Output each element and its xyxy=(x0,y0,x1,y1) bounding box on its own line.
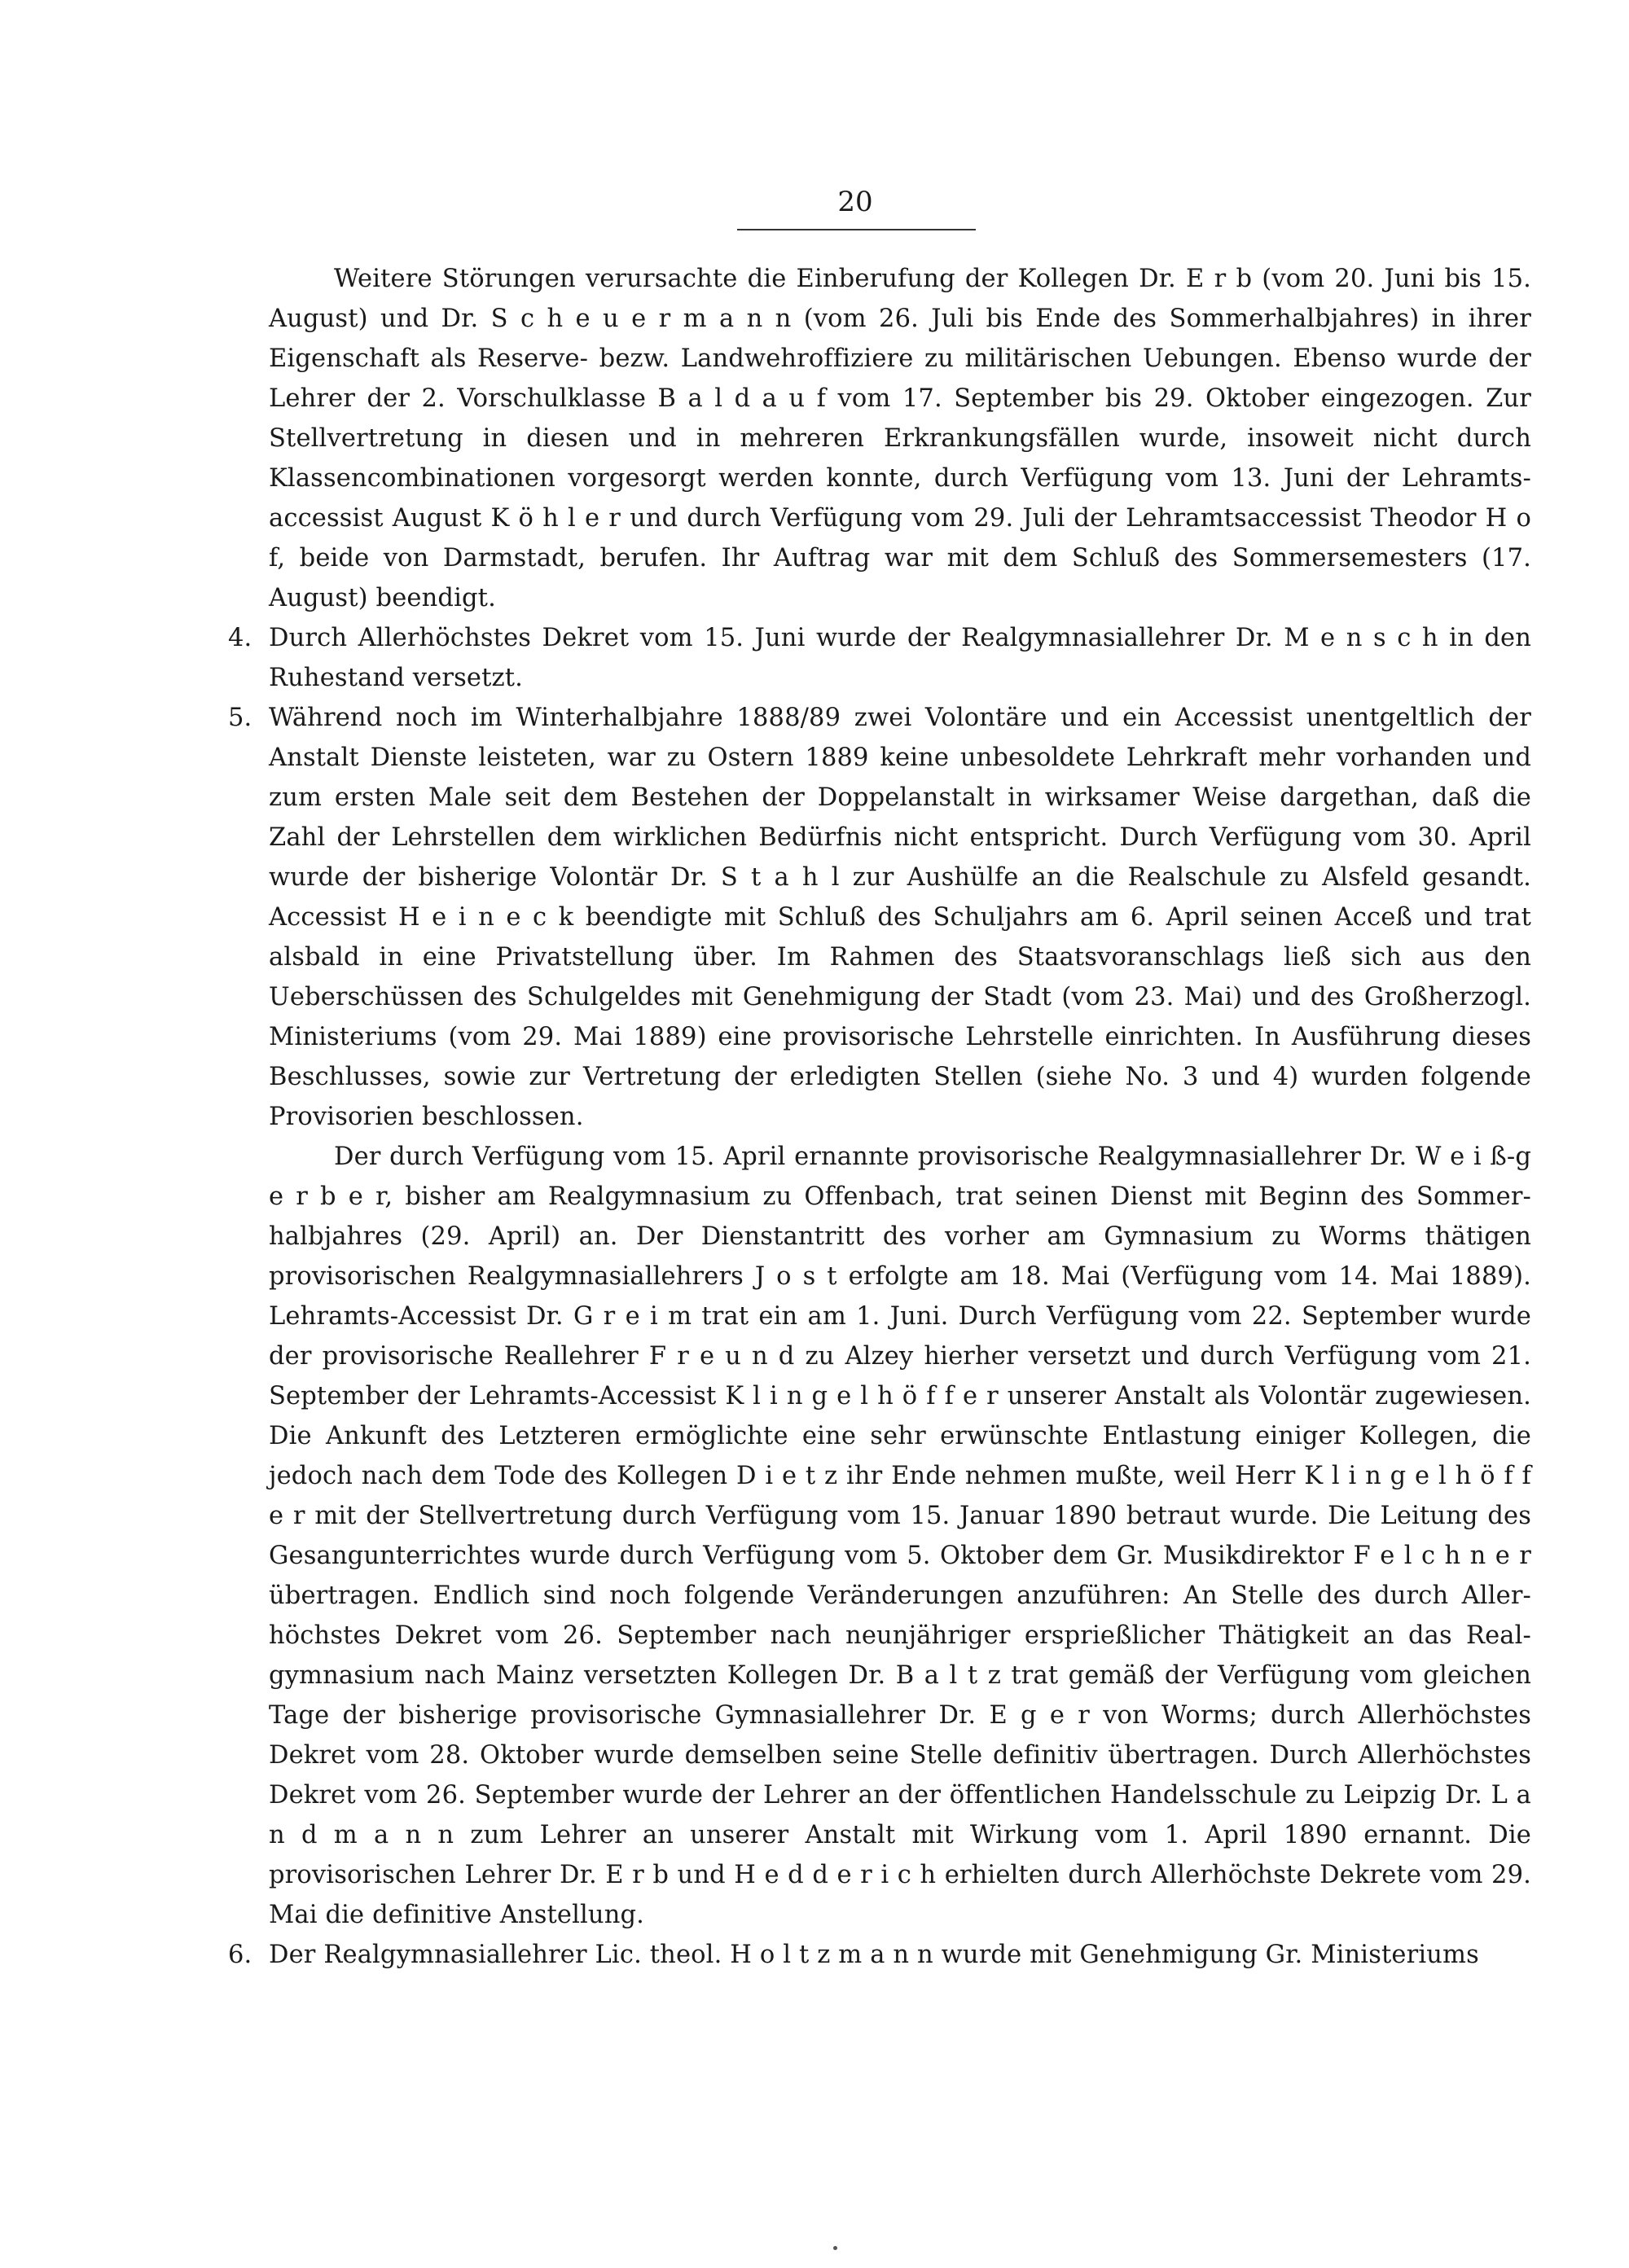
list-item-4 xyxy=(228,618,1531,698)
item-text: Durch Allerhöchstes Dekret vom 15. Juni wurde der Realgymnasiallehrer Dr. M e n s c h in den Ruhestand versetzt. xyxy=(269,624,1531,692)
item-text: Während noch im Winterhalbjahre 1888/89 zwei Volontäre und ein Accessist unentgeltlich der Anstalt Dienste leisteten, war zu Ostern 1889 keine unbesoldete Lehrkraft mehr vorhanden und zum ersten Male seit dem Bestehen der Doppelanstalt in wirksamer Weise dargethan, daß die Zahl der Lehrstellen dem wirklichen Bedürfnis nicht entspricht. Durch Verfügung vom 30. April wurde der bisherige Volontär Dr. S t a h l zur Aushülfe an die Realschule zu Alsfeld gesandt. Accessist H e i n e c k beendigte mit Schluß des Schuljahrs am 6. April seinen Accеß und trat alsbald in eine Privatstellung über. Im Rahmen des Staatsvoranschlags ließ sich aus den Ueberschüssen des Schulgeldes mit Genehmigung der Stadt (vom 23. Mai) und des Großherzogl. Ministeriums (vom 29. Mai 1889) eine provisorische Lehrstelle einrichten. In Ausführung dieses Beschlusses, sowie zur Vertretung der erledigten Stellen (siehe No. 3 und 4) wurden folgende Provisorien beschlossen. xyxy=(269,704,1531,1131)
page-number: 20 xyxy=(837,186,873,218)
body-text xyxy=(228,259,1531,1975)
header-rule xyxy=(737,229,976,230)
list-item-6 xyxy=(228,1935,1531,1975)
item-number: 4. xyxy=(228,624,252,652)
paragraph-continuation: Weitere Störungen verursachte die Einberufung der Kollegen Dr. E r b (vom 20. Juni bis 15. August) und Dr. S c h e u e r m a n n (vom 26. Juli bis Ende des Sommerhalbjahres) in ihrer Eigenschaft als Reserve- bezw. Landwehroffiziere zu militärischen Uebungen. Ebenso wurde der Lehrer der 2. Vorschulklasse B a l d a u f vom 17. September bis 29. Oktober eingezogen. Zur Stellvertretung in diesen und in mehreren Erkrankungsfällen wurde, insoweit nicht durch Klassencombinationen vorgesorgt werden konnte, durch Verfügung vom 13. Juni der Lehramts-accessist August K ö h l e r und durch Verfügung vom 29. Juli der Lehramtsaccessist Theodor H o f, beide von Darmstadt, berufen. Ihr Auftrag war mit dem Schluß des Sommersemesters (17. August) beendigt. xyxy=(269,265,1531,612)
item-text: Der Realgymnasiallehrer Lic. theol. H o l t z m a n n wurde mit Genehmigung Gr. Ministeriums xyxy=(269,1941,1479,1969)
item-text-continuation: Der durch Verfügung vom 15. April ernannte provisorische Realgymnasiallehrer Dr. W e i ß-g e r b e r, bisher am Realgymnasium zu Offenbach, trat seinen Dienst mit Beginn des Sommer-halbjahres (29. April) an. Der Dienstantritt des vorher am Gymnasium zu Worms thätigen provisorischen Realgymnasiallehrers J o s t erfolgte am 18. Mai (Verfügung vom 14. Mai 1889). Lehramts-Accessist Dr. G r e i m trat ein am 1. Juni. Durch Verfügung vom 22. September wurde der provisorische Reallehrer F r e u n d zu Alzey hierher versetzt und durch Verfügung vom 21. September der Lehramts-Accessist K l i n g e l h ö f f e r unserer Anstalt als Volontär zugewiesen. Die Ankunft des Letzteren ermöglichte eine sehr erwünschte Entlastung einiger Kollegen, die jedoch nach dem Tode des Kollegen D i e t z ihr Ende nehmen mußte, weil Herr K l i n g e l h ö f f e r mit der Stellvertretung durch Verfügung vom 15. Januar 1890 betraut wurde. Die Leitung des Gesangunterrichtes wurde durch Verfügung vom 5. Oktober dem Gr. Musikdirektor F e l c h n e r übertragen. Endlich sind noch folgende Veränderungen anzuführen: An Stelle des durch Aller-höchstes Dekret vom 26. September nach neunjähriger ersprießlicher Thätigkeit an das Real-gymnasium nach Mainz versetzten Kollegen Dr. B a l t z trat gemäß der Verfügung vom gleichen Tage der bisherige provisorische Gymnasiallehrer Dr. E g e r von Worms; durch Allerhöchstes Dekret vom 28. Oktober wurde demselben seine Stelle definitiv übertragen. Durch Allerhöchstes Dekret vom 26. September wurde der Lehrer an der öffentlichen Handelsschule zu Leipzig Dr. L a n d m a n n zum Lehrer an unserer Anstalt mit Wirkung vom 1. April 1890 ernannt. Die provisorischen Lehrer Dr. E r b und H e d d e r i c h erhielten durch Allerhöchste Dekrete vom 29. Mai die definitive Anstellung. xyxy=(269,1143,1531,1929)
scan-speck xyxy=(833,2246,837,2250)
item-number: 6. xyxy=(228,1941,252,1969)
list-item-5 xyxy=(228,698,1531,1935)
item-number: 5. xyxy=(228,704,252,732)
